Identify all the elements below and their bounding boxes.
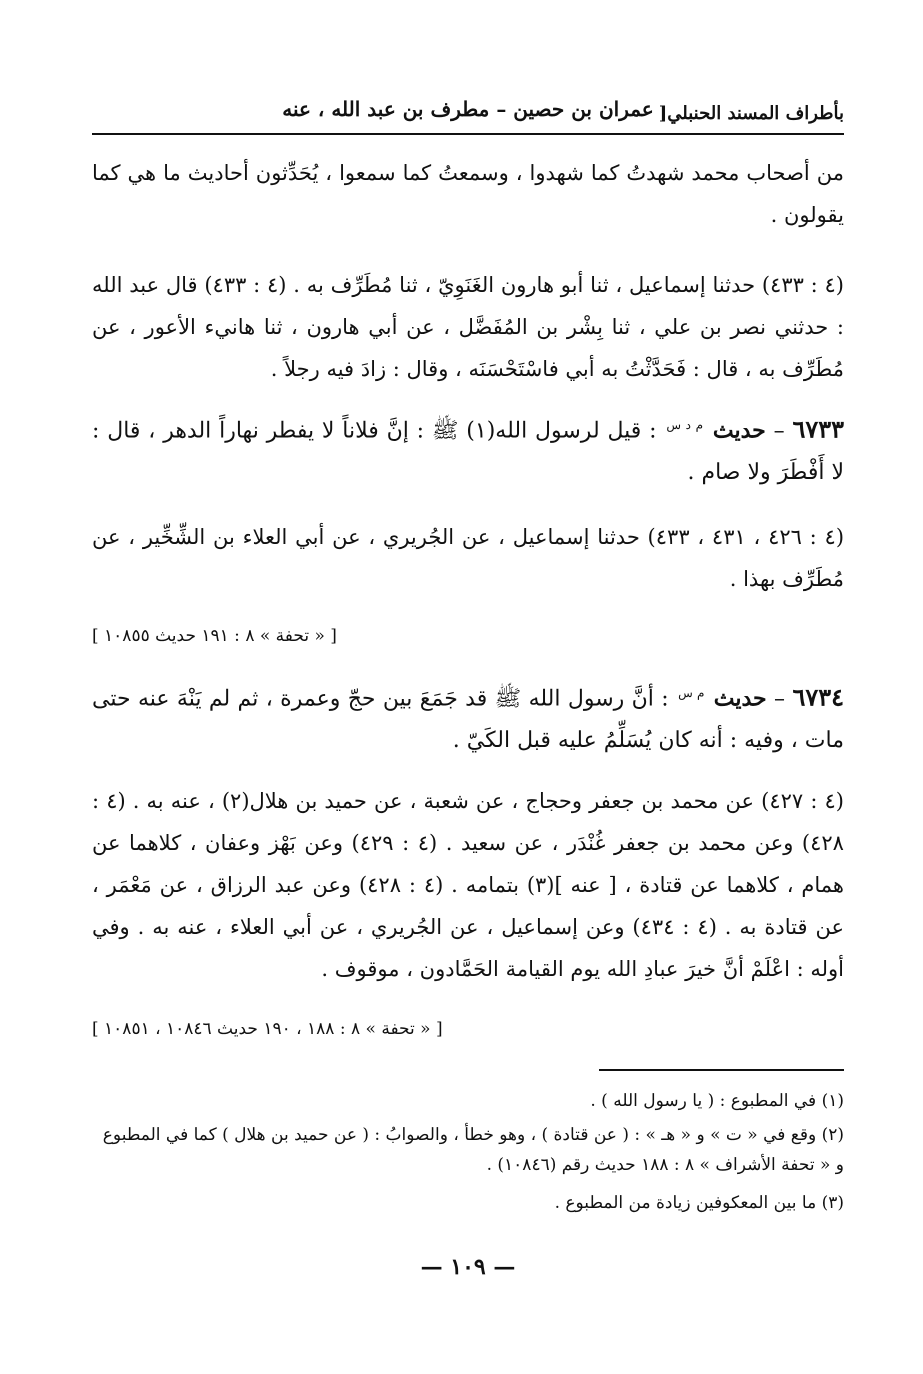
- header-book-title: بأطراف المسند الحنبلي[: [658, 102, 844, 124]
- narrator-tag: م س: [678, 686, 705, 700]
- footnote-2: (٢) وقع في « ت » و « هـ » : ( عن قتادة ) ، وهو خطأ ، والصوابُ : ( عن حميد بن هلال ) كما في المطبوع و « تحفة الأشراف » ٨ : ١٨٨ حديث رقم (١٠٨٤٦) .: [102, 1125, 844, 1175]
- paragraph-continuation: من أصحاب محمد شهدتُ كما شهدوا ، وسمعتُ كما سمعوا ، يُحَدِّثون أحاديث ما هي كما يقولون .: [92, 161, 844, 227]
- paragraph-isnad-1: (٤ : ٤٣٣) حدثنا إسماعيل ، ثنا أبو هارون الغَنَوِيّ ، ثنا مُطَرِّف به . (٤ : ٤٣٣) قال عبد الله : حدثني نصر بن علي ، ثنا بِشْر بن المُفَضَّل ، عن أبي هارون ، ثنا هانيء الأعور ، عن مُطَرِّف به ، قال : فَحَدَّثْتُ به أبي فاسْتَحْسَنَه ، وقال : زادَ فيه رجلاً .: [92, 273, 844, 381]
- hadith-text: : قيل لرسول الله(١) ﷺ : إنَّ فلاناً لا يفطر نهاراً الدهر ، قال : لا أَفْطَرَ ولا صام .: [92, 418, 844, 486]
- tuhfa-reference-1: [ « تحفة » ٨ : ١٩١ حديث ١٠٨٥٥ ]: [92, 626, 337, 646]
- paragraph-isnad-2: (٤ : ٤٢٦ ، ٤٣١ ، ٤٣٣) حدثنا إسماعيل ، عن الجُريري ، عن أبي العلاء بن الشِّخِّير ، عن مُطَرِّف بهذا .: [92, 525, 845, 591]
- hadith-number: ٦٧٣٣: [792, 414, 844, 444]
- paragraph-isnad-3: (٤ : ٤٢٧) عن محمد بن جعفر وحجاج ، عن شعبة ، عن حميد بن هلال(٢) ، عنه به . (٤ : ٤٢٨) وعن محمد بن جعفر غُنْدَر ، عن سعيد . (٤ : ٤٢٩) وعن بَهْز وعفان ، كلاهما عن همام ، كلاهما عن قتادة ، [ عنه ](٣) بتمامه . (٤ : ٤٢٨) وعن عبد الرزاق ، عن مَعْمَر ، عن قتادة به . (٤ : ٤٣٤) وعن إسماعيل ، عن الجُريري ، عن أبي العلاء ، عنه به . وفي أوله : اعْلَمْ أنَّ خيرَ عبادِ الله يوم القيامة الحَمَّادون ، موقوف .: [92, 789, 844, 981]
- page-number: — ١٠٩ —: [420, 1254, 516, 1280]
- hadith-keyword: حديث: [712, 417, 766, 444]
- header-chapter-title: عمران بن حصين – مطرف بن عبد الله ، عنه: [282, 97, 654, 121]
- hadith-number: ٦٧٣٤: [792, 682, 844, 712]
- footnote-divider: [599, 1069, 844, 1071]
- footnote-3: (٣) ما بين المعكوفين زيادة من المطبوع .: [554, 1193, 844, 1213]
- running-header: [92, 93, 844, 135]
- hadith-text: : أنَّ رسول الله ﷺ قد جَمَعَ بين حجّ وعمرة ، ثم لم يَنْهَ عنه حتى مات ، وفيه : أنه كان يُسَلِّمُ عليه قبل الكَيّ .: [92, 686, 844, 754]
- hadith-6733: ٦٧٣٣ – حديث $^{م د س}$ : قيل لرسول الله(١) ﷺ : إنَّ فلاناً لا يفطر نهاراً الدهر ، قال : لا أَفْطَرَ ولا صام .: [92, 414, 844, 486]
- tuhfa-reference-2: [ « تحفة » ٨ : ١٨٨ ، ١٩٠ حديث ١٠٨٤٦ ، ١٠٨٥١ ]: [92, 1019, 443, 1039]
- hadith-keyword: حديث: [713, 685, 767, 712]
- footnote-1: (١) في المطبوع : ( يا رسول الله ) .: [590, 1091, 844, 1111]
- hadith-6734: ٦٧٣٤ – حديث $^{م س}$ : أنَّ رسول الله ﷺ قد جَمَعَ بين حجّ وعمرة ، ثم لم يَنْهَ عنه حتى مات ، وفيه : أنه كان يُسَلِّمُ عليه قبل الكَيّ .: [92, 682, 844, 754]
- narrator-tag: م د س: [666, 418, 704, 432]
